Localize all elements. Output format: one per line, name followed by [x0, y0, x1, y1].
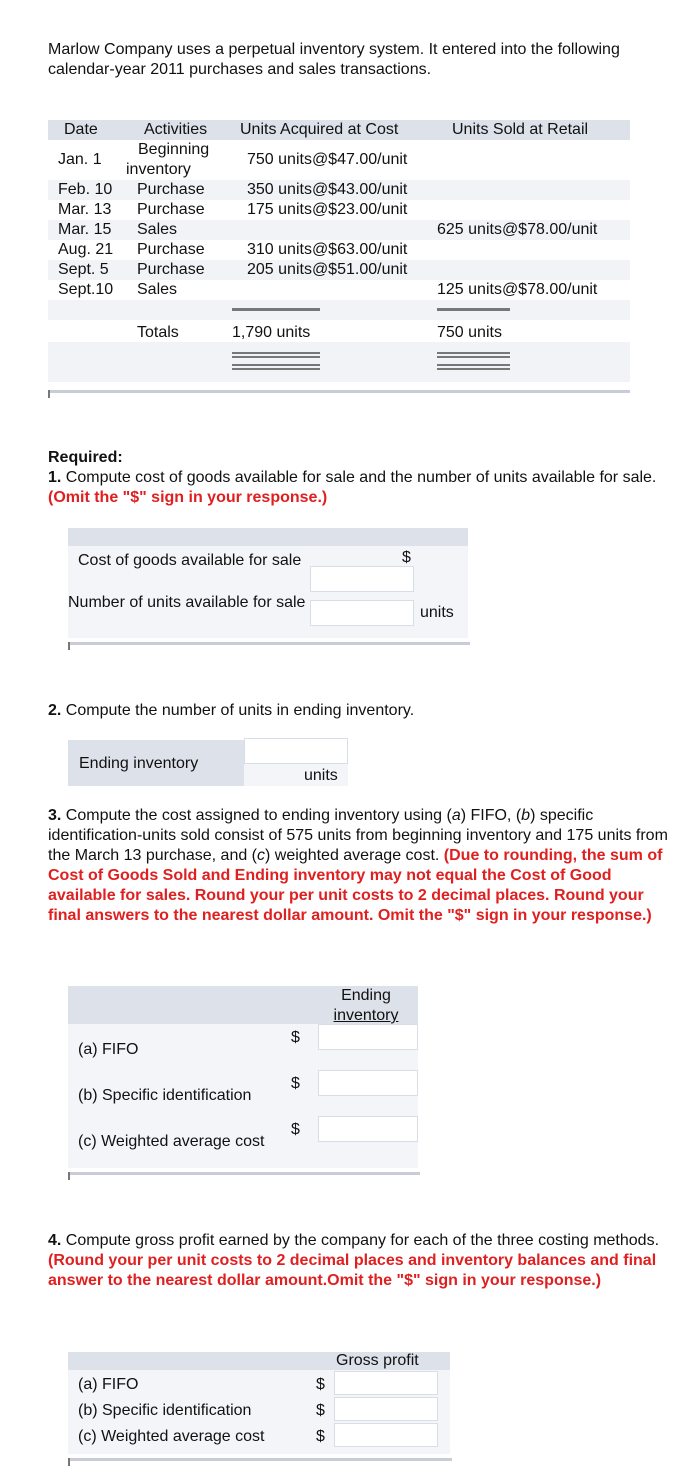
q4-row-weighted-label: (c) Weighted average cost: [78, 1428, 265, 1445]
intro-paragraph: Marlow Company uses a perpetual inventory system. It entered into the following calendar-year 2011 purchases and sales transactions.: [48, 41, 620, 78]
table-row-date: Feb. 10: [58, 181, 113, 198]
table-row-date: Aug. 21: [58, 241, 114, 258]
table-footer-line: [48, 390, 630, 393]
table-row-sold: 125 units@$78.00/unit: [437, 281, 598, 298]
table-row-activity: Sales: [137, 281, 178, 298]
table-row-activity: Sales: [137, 221, 178, 238]
table-row-activity: Purchase: [137, 181, 205, 198]
q3-col-header: Ending inventory: [333, 987, 399, 1024]
q1-units-suffix: units: [420, 604, 454, 621]
q3-row-fifo-label: (a) FIFO: [78, 1041, 139, 1058]
q1-prompt: [48, 468, 668, 508]
table-row-date: Mar. 13: [58, 201, 112, 218]
single-underline: [232, 308, 320, 311]
q1-note: (Omit the "$" sign in your response.): [48, 489, 328, 506]
table-row-acquired: 205 units@$51.00/unit: [247, 261, 408, 278]
q3-footer-line: [68, 1172, 420, 1175]
specific-ending-inventory-input[interactable]: [318, 1070, 418, 1096]
q4-dollar-sign: $: [316, 1376, 325, 1393]
totals-label: Totals: [137, 324, 179, 341]
single-underline: [437, 308, 510, 311]
q1-header-bar: [68, 528, 468, 546]
weighted-ending-inventory-input[interactable]: [318, 1116, 418, 1142]
table-row-date: Sept.10: [58, 281, 114, 298]
weighted-gross-profit-input[interactable]: [334, 1423, 438, 1447]
required-label: Required:: [48, 449, 123, 466]
q3-dollar-sign: $: [291, 1121, 300, 1138]
table-row-activity: Purchase: [137, 241, 205, 258]
double-underline: [437, 352, 510, 358]
header-units-sold: Units Sold at Retail: [452, 121, 589, 138]
table-row-acquired: 350 units@$43.00/unit: [247, 181, 408, 198]
q2-label: Ending inventory: [79, 755, 199, 772]
q4-row-fifo-label: (a) FIFO: [78, 1376, 139, 1393]
cost-available-input[interactable]: [310, 566, 414, 592]
q4-col-header: Gross profit: [336, 1352, 419, 1369]
table-row-stripe: [48, 342, 630, 382]
q3-footer-tick: [68, 1172, 70, 1180]
table-row-stripe: [48, 300, 630, 320]
q3-number: 3.: [48, 807, 62, 824]
q2-prompt: [48, 701, 414, 721]
table-row-acquired: 310 units@$63.00/unit: [247, 241, 408, 258]
table-row-date: Sept. 5: [58, 261, 109, 278]
q4-note: (Round your per unit costs to 2 decimal places and inventory balances and final answer to the nearest dollar amount.Omit the "$" sign in your response.): [48, 1252, 657, 1289]
table-row-acquired: 175 units@$23.00/unit: [247, 201, 408, 218]
q3-text: Compute the cost assigned to ending inventory using (a) FIFO, (b) specific identification-units sold consist of 575 units from beginning inventory and 175 units from the March 13 purchase, and (c) weighted average cost.: [48, 807, 668, 864]
q3-row-weighted-label: (c) Weighted average cost: [78, 1133, 265, 1150]
header-activities: Activities: [144, 121, 208, 138]
table-footer-tick: [48, 390, 50, 398]
q3-row-specific-label: (b) Specific identification: [78, 1087, 252, 1104]
q2-text: Compute the number of units in ending inventory.: [65, 702, 415, 719]
q3-dollar-sign: $: [291, 1029, 300, 1046]
fifo-gross-profit-input[interactable]: [334, 1371, 438, 1395]
q3-note: (Due to rounding, the sum of Cost of Goods Sold and Ending inventory may not equal the Cost of Good available for sales. Round your per unit costs to 2 decimal places. Round your final answers to the nearest dollar amount. Omit the "$" sign in your response.): [48, 847, 663, 924]
double-underline: [232, 352, 320, 358]
q1-row-cost-label: Cost of goods available for sale: [78, 552, 302, 569]
table-row-acquired: 750 units@$47.00/unit: [247, 151, 408, 168]
table-row-activity: inventory: [126, 161, 191, 178]
q4-dollar-sign: $: [316, 1402, 325, 1419]
table-row-date: Jan. 1: [58, 151, 102, 168]
header-units-acquired: Units Acquired at Cost: [240, 121, 399, 138]
q3-dollar-sign: $: [291, 1075, 300, 1092]
header-date: Date: [64, 121, 98, 138]
specific-gross-profit-input[interactable]: [334, 1397, 438, 1421]
table-row-sold: 625 units@$78.00/unit: [437, 221, 598, 238]
table-row-activity: Purchase: [137, 201, 205, 218]
q3-prompt: [48, 806, 668, 926]
fifo-ending-inventory-input[interactable]: [318, 1024, 418, 1050]
units-available-input[interactable]: [310, 600, 414, 626]
q4-number: 4.: [48, 1232, 62, 1249]
q4-footer-line: [68, 1458, 452, 1461]
q1-text: Compute cost of goods available for sale and the number of units available for sale.: [65, 469, 657, 486]
q1-row-units-label: Number of units available for sale: [68, 594, 306, 611]
q4-dollar-sign: $: [316, 1428, 325, 1445]
q2-units-suffix: units: [304, 767, 338, 784]
table-row-activity: Beginning: [138, 141, 210, 158]
totals-sold: 750 units: [437, 324, 502, 341]
q1-dollar-sign: $: [402, 549, 411, 566]
table-row-activity: Purchase: [137, 261, 205, 278]
q2-number: 2.: [48, 702, 62, 719]
q4-footer-tick: [68, 1458, 70, 1466]
q1-footer-line: [68, 642, 470, 645]
q4-row-specific-label: (b) Specific identification: [78, 1402, 252, 1419]
double-underline: [437, 364, 510, 370]
ending-inventory-units-input[interactable]: [244, 738, 348, 764]
q1-number: 1.: [48, 469, 62, 486]
q1-footer-tick: [68, 642, 70, 650]
double-underline: [232, 364, 320, 370]
q4-prompt: [48, 1231, 668, 1291]
totals-acquired: 1,790 units: [232, 324, 311, 341]
q4-text: Compute gross profit earned by the company for each of the three costing methods.: [65, 1232, 660, 1249]
table-row-date: Mar. 15: [58, 221, 112, 238]
